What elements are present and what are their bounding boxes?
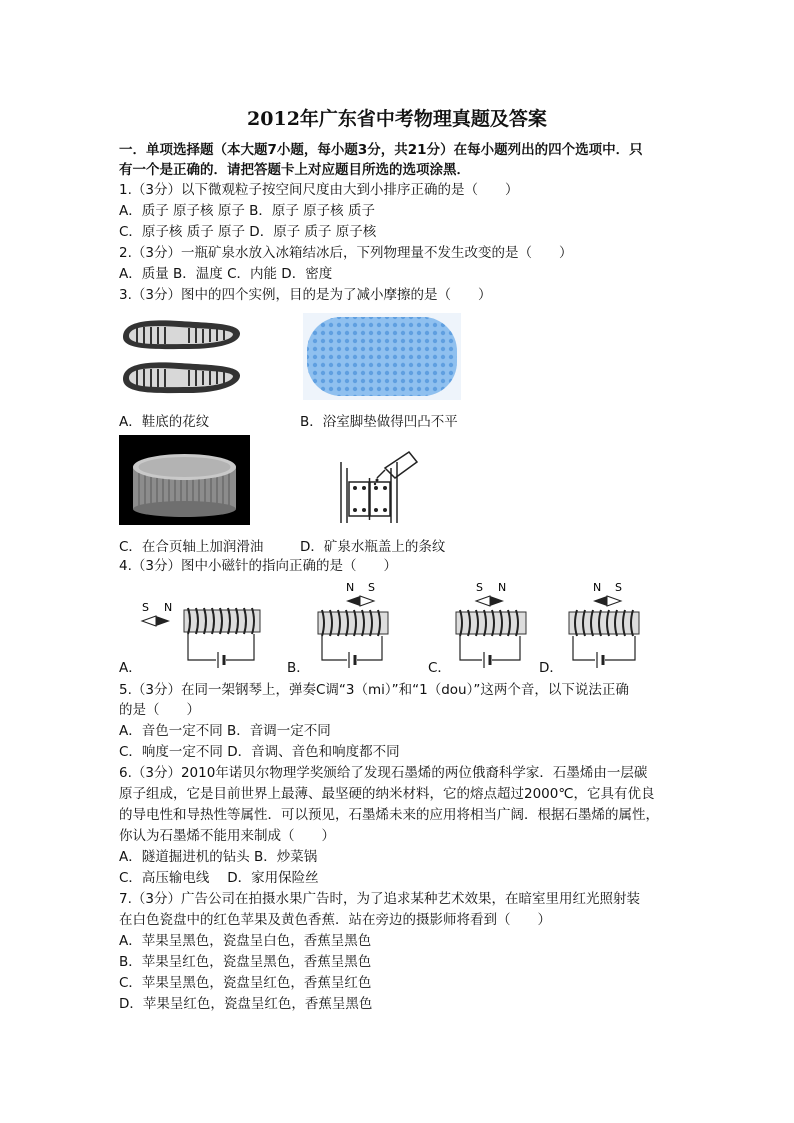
q7-option-b: B．苹果呈红色，瓷盘呈黑色，香蕉呈黑色 xyxy=(119,954,372,970)
q2-stem: 2.（3分）一瓶矿泉水放入冰箱结冰后，下列物理量不发生改变的是（ ） xyxy=(119,245,573,261)
q4-diagram-b xyxy=(310,580,395,670)
bath-mat-image xyxy=(303,313,461,400)
q7-option-d: D．苹果呈红色，瓷盘呈红色，香蕉呈黑色 xyxy=(119,996,373,1012)
solenoid-core xyxy=(456,612,526,634)
circuit-wire xyxy=(188,634,254,660)
compass-needle-half xyxy=(360,596,374,606)
q4-diagram-a xyxy=(138,600,273,670)
q4-label-b: B． xyxy=(287,660,310,676)
q4-stem: 4.（3分）图中小磁针的指向正确的是（ ） xyxy=(119,558,397,574)
q4-diagram-d xyxy=(565,580,650,670)
q6-options-ab: A．隧道掘进机的钻头 B．炒菜锅 xyxy=(119,849,318,865)
q3-caption-b: B．浴室脚垫做得凹凸不平 xyxy=(300,414,458,430)
compass-needle-half xyxy=(142,616,156,626)
q5-options-ab: A．音色一定不同 B．音调一定不同 xyxy=(119,723,331,739)
needle-right-label: S xyxy=(615,581,622,594)
q4-label-a: A． xyxy=(119,660,142,676)
q7-stem-line1: 7.（3分）广告公司在拍摄水果广告时，为了追求某种艺术效果，在暗室里用红光照射装 xyxy=(119,891,640,907)
solenoid-core xyxy=(318,612,388,634)
q6-stem-line4: 你认为石墨烯不能用来制成（ ） xyxy=(119,828,335,844)
q4-label-d: D． xyxy=(539,660,563,676)
hinge-oil-image xyxy=(333,448,423,528)
q4-diagram-c xyxy=(452,580,537,670)
q3-caption-d: D．矿泉水瓶盖上的条纹 xyxy=(300,539,446,555)
needle-left-label: S xyxy=(142,601,149,614)
section-heading-line2: 有一个是正确的．请把答题卡上对应题目所选的选项涂黑． xyxy=(119,162,470,178)
q6-stem-line1: 6.（3分）2010年诺贝尔物理学奖颁给了发现石墨烯的两位俄裔科学家．石墨烯由一层碳 xyxy=(119,765,648,781)
compass-needle-half xyxy=(607,596,621,606)
section-heading-line1: 一．单项选择题（本大题7小题，每小题3分，共21分）在每小题列出的四个选项中．只 xyxy=(119,142,643,158)
needle-right-label: N xyxy=(164,601,173,614)
needle-right-label: N xyxy=(498,581,507,594)
q7-option-c: C．苹果呈黑色，瓷盘呈红色，香蕉呈红色 xyxy=(119,975,372,991)
q6-stem-line2: 原子组成，它是目前世界上最薄、最坚硬的纳米材料，它的熔点超过2000℃，它具有优良 xyxy=(119,786,655,802)
compass-needle-half xyxy=(476,596,490,606)
page-title: 2012年广东省中考物理真题及答案 xyxy=(247,108,547,130)
compass-needle-half xyxy=(490,596,504,606)
compass-needle-half xyxy=(593,596,607,606)
q2-options: A．质量 B．温度 C．内能 D．密度 xyxy=(119,266,333,282)
q7-stem-line2: 在白色瓷盘中的红色苹果及黄色香蕉．站在旁边的摄影师将看到（ ） xyxy=(119,912,551,928)
solenoid-core xyxy=(569,612,639,634)
q1-options-cd: C．原子核 质子 原子 D．原子 质子 原子核 xyxy=(119,224,377,240)
q5-stem-line2: 的是（ ） xyxy=(119,702,200,718)
needle-left-label: N xyxy=(346,581,355,594)
q6-stem-line3: 的导电性和导热性等属性．可以预见，石墨烯未来的应用将相当广阔．根据石墨烯的属性， xyxy=(119,807,659,823)
q1-stem: 1.（3分）以下微观粒子按空间尺度由大到小排序正确的是（ ） xyxy=(119,182,519,198)
bottle-cap-image xyxy=(119,435,250,525)
q5-options-cd: C．响度一定不同 D．音调、音色和响度都不同 xyxy=(119,744,400,760)
needle-left-label: S xyxy=(476,581,483,594)
q3-caption-a: A．鞋底的花纹 xyxy=(119,414,210,430)
q1-options-ab: A．质子 原子核 原子 B．原子 原子核 质子 xyxy=(119,203,375,219)
q5-stem-line1: 5.（3分）在同一架钢琴上，弹奏C调“3（mi）”和“1（dou）”这两个音，以下说法正确 xyxy=(119,682,629,698)
compass-needle-half xyxy=(156,616,170,626)
circuit-wire xyxy=(322,636,382,660)
needle-left-label: N xyxy=(593,581,602,594)
q3-caption-c: C．在合页轴上加润滑油 xyxy=(119,539,264,555)
needle-right-label: S xyxy=(368,581,375,594)
shoe-sole-image xyxy=(119,315,244,400)
q3-stem: 3.（3分）图中的四个实例，目的是为了减小摩擦的是（ ） xyxy=(119,287,492,303)
q4-label-c: C． xyxy=(428,660,451,676)
q7-option-a: A．苹果呈黑色，瓷盘呈白色，香蕉呈黑色 xyxy=(119,933,372,949)
q6-options-cd: C．高压输电线 D．家用保险丝 xyxy=(119,870,319,886)
compass-needle-half xyxy=(346,596,360,606)
